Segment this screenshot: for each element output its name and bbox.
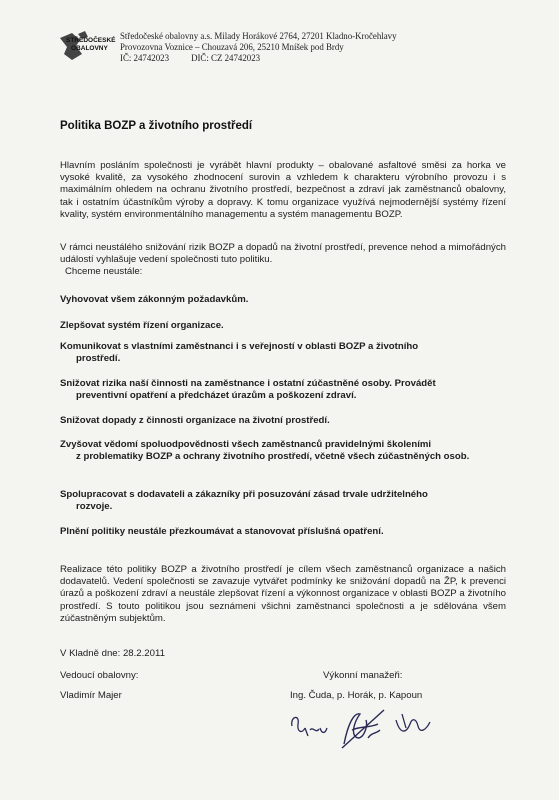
signature-cuda	[292, 717, 327, 736]
commitment-item: Zlepšovat systém řízení organizace.	[60, 320, 224, 331]
handwritten-signatures	[288, 704, 448, 750]
manager-name: Vladimír Majer	[60, 690, 122, 701]
company-logo	[58, 28, 120, 64]
company-header	[120, 31, 397, 64]
intro-paragraph: Hlavním posláním společnosti je vyrábět hlavní produkty – obalované asfaltové směsi za horka ve vysoké kvalitě, za vysokého zhodnocení surovin a vzhledem k charakteru výrobního provozu i s maximálním ohledem na ochranu životního prostředí, bezpečnost a zdraví jak zaměstnanců obalovny, tak i ostatním účastníkům výroby a dopravy. K tomu organizace využívá nejmodernější systémy řízení kvality, systém environmentálního managementu a systém managementu BOZP.	[60, 160, 506, 220]
place-date: V Kladně dne: 28.2.2011	[60, 648, 165, 659]
we-want-label: Chceme neustále:	[65, 266, 143, 277]
logo-text-line2: OBALOVNY	[71, 45, 108, 52]
executives-names: Ing. Čuda, p. Horák, p. Kapoun	[290, 690, 423, 701]
commitment-item: Vyhovovat všem zákonným požadavkům.	[60, 294, 249, 305]
commitment-item: Komunikovat s vlastními zaměstnanci i s veřejností v oblasti BOZP a životního prostředí.	[60, 341, 419, 365]
company-ic: IČ: 24742023	[120, 53, 170, 63]
executives-label: Výkonní manažeři:	[323, 670, 403, 681]
framework-paragraph: V rámci neustálého snižování rizik BOZP a dopadů na životní prostředí, prevence nehod a mimořádných událostí vyhlašuje vedení společnosti tuto politiku.	[60, 242, 506, 266]
signature-horak	[342, 710, 384, 748]
company-dic: DIČ: CZ 24742023	[191, 53, 261, 63]
document-title: Politika BOZP a životního prostředí	[60, 120, 253, 132]
commitment-item: Plnění politiky neustále přezkoumávat a stanovovat příslušná opatření.	[60, 526, 384, 537]
commitment-item: Spolupracovat s dodavateli a zákazníky při posuzování zásad trvale udržitelného rozvoje.	[60, 489, 428, 513]
company-address: Středočeské obalovny a.s. Milady Horákové 2764, 27201 Kladno-Kročehlavy	[120, 31, 397, 41]
closing-paragraph: Realizace této politiky BOZP a životního prostředí je cílem všech zaměstnanců organizace a našich dodavatelů. Vedení společnosti se zavazuje vytvářet podmínky ke snižování dopadů na ŽP, k prevenci úrazů a poškození zdraví a neustále zlepšovat řízení a výkonnost organizace v oblasti BOZP a životního prostředí. S touto politikou jsou seznámeni všichni zaměstnanci společnosti a je sdělována všem zúčastněným subjektům.	[60, 564, 506, 624]
signature-kapoun	[396, 714, 430, 731]
logo-text-line1: STŘEDOČESKÉ	[66, 37, 116, 44]
company-ids	[120, 53, 397, 64]
branch-address: Provozovna Voznice – Chouzavá 206, 25210 Mníšek pod Brdy	[120, 42, 344, 52]
commitment-item: Zvyšovat vědomí spoluodpovědnosti všech zaměstnanců pravidelnými školeními z problematiky BOZP a ochrany životního prostředí, včetně všech zúčastněných osob.	[60, 439, 470, 463]
commitment-item: Snižovat rizika naší činnosti na zaměstnance i ostatní zúčastněné osoby. Provádět preventivní opatření a předcházet úrazům a poškození zdraví.	[60, 378, 436, 402]
manager-label: Vedoucí obalovny:	[60, 670, 139, 681]
commitment-item: Snižovat dopady z činnosti organizace na životní prostředí.	[60, 415, 330, 426]
